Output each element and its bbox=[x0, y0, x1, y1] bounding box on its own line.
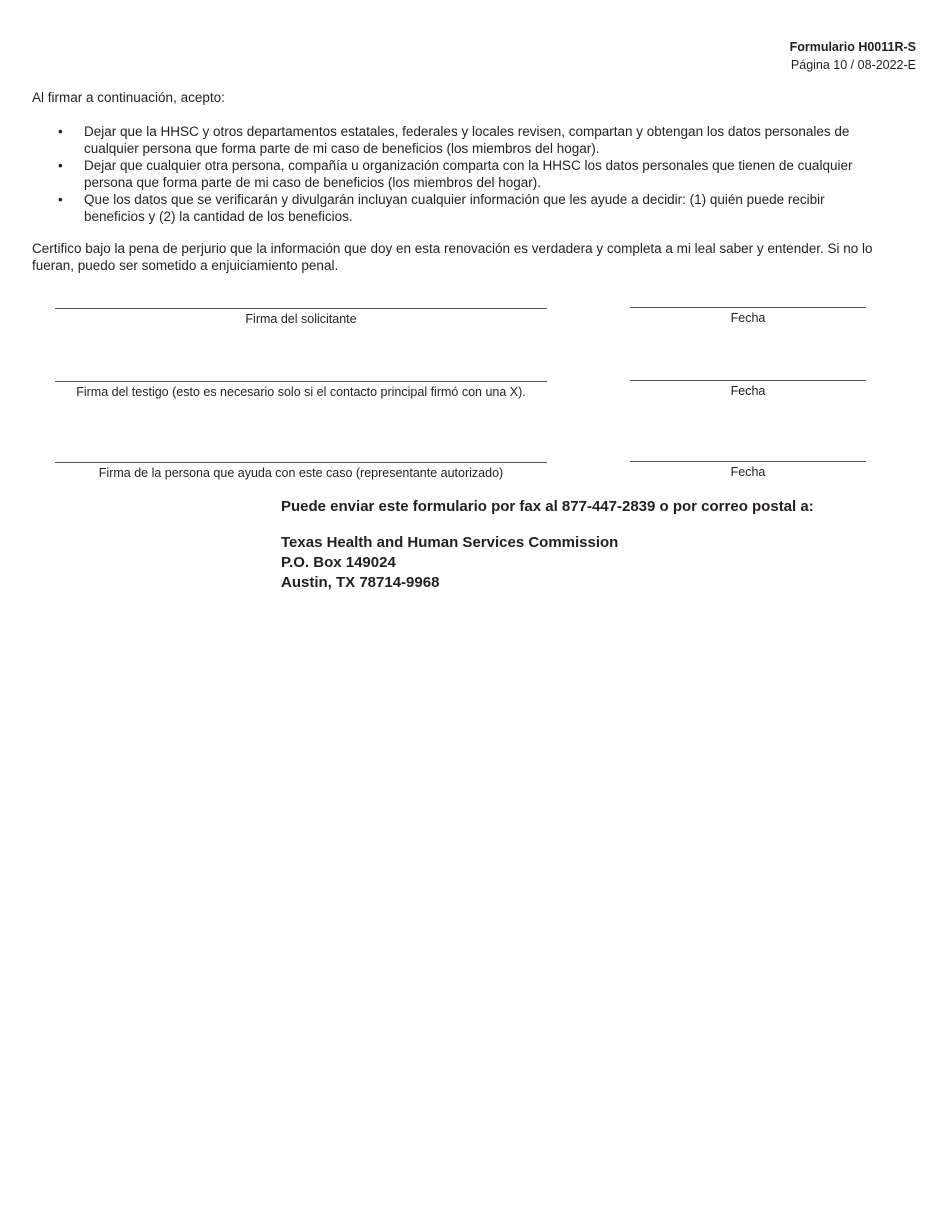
list-item bbox=[58, 123, 888, 157]
agreement-list bbox=[58, 123, 888, 225]
date-label: Fecha bbox=[730, 311, 766, 325]
representative-date-line[interactable] bbox=[630, 461, 866, 479]
bullet-icon: • bbox=[58, 192, 63, 207]
list-item bbox=[58, 191, 888, 225]
page-info: Página 10 / 08-2022-E bbox=[790, 58, 916, 72]
representative-signature-label: Firma de la persona que ayuda con este caso (representante autorizado) bbox=[98, 466, 504, 480]
address-line: P.O. Box 149024 bbox=[281, 554, 396, 571]
applicant-date-line[interactable] bbox=[630, 307, 866, 325]
representative-signature-line[interactable] bbox=[55, 462, 547, 480]
list-item-text: Dejar que cualquier otra persona, compañía u organización comparta con la HHSC los datos personales que tienen de cualquier persona que forma parte de mi caso de beneficios (los miembros del hogar). bbox=[84, 158, 853, 190]
applicant-signature-line[interactable] bbox=[55, 308, 547, 326]
certification-text: Certifico bajo la pena de perjurio que la información que doy en esta renovación es verdadera y completa a mi leal saber y entender. Si no lo fueran, puedo ser sometido a enjuiciamiento penal. bbox=[32, 241, 873, 273]
mailing-info bbox=[281, 498, 814, 593]
bullet-icon: • bbox=[58, 158, 63, 173]
intro-text: Al firmar a continuación, acepto: bbox=[32, 90, 225, 105]
form-header bbox=[790, 38, 916, 74]
date-label: Fecha bbox=[730, 384, 766, 398]
date-label: Fecha bbox=[730, 465, 766, 479]
witness-date-line[interactable] bbox=[630, 380, 866, 398]
mailing-address bbox=[281, 533, 814, 593]
list-item bbox=[58, 157, 888, 191]
bullet-icon: • bbox=[58, 124, 63, 139]
witness-signature-line[interactable] bbox=[55, 381, 547, 399]
list-item-text: Dejar que la HHSC y otros departamentos estatales, federales y locales revisen, compartan y obtengan los datos personales de cualquier persona que forma parte de mi caso de beneficios (los miembros del hogar). bbox=[84, 124, 850, 156]
applicant-signature-label: Firma del solicitante bbox=[245, 312, 357, 326]
witness-signature-label: Firma del testigo (esto es necesario solo si el contacto principal firmó con una X). bbox=[76, 385, 526, 399]
address-line: Texas Health and Human Services Commission bbox=[281, 534, 619, 551]
address-line: Austin, TX 78714-9968 bbox=[281, 574, 440, 591]
form-id: Formulario H0011R-S bbox=[789, 40, 916, 54]
mailing-instruction: Puede enviar este formulario por fax al 877-447-2839 o por correo postal a: bbox=[281, 498, 814, 515]
list-item-text: Que los datos que se verificarán y divulgarán incluyan cualquier información que les ayude a decidir: (1) quién puede recibir beneficios y (2) la cantidad de los beneficios. bbox=[84, 192, 825, 224]
